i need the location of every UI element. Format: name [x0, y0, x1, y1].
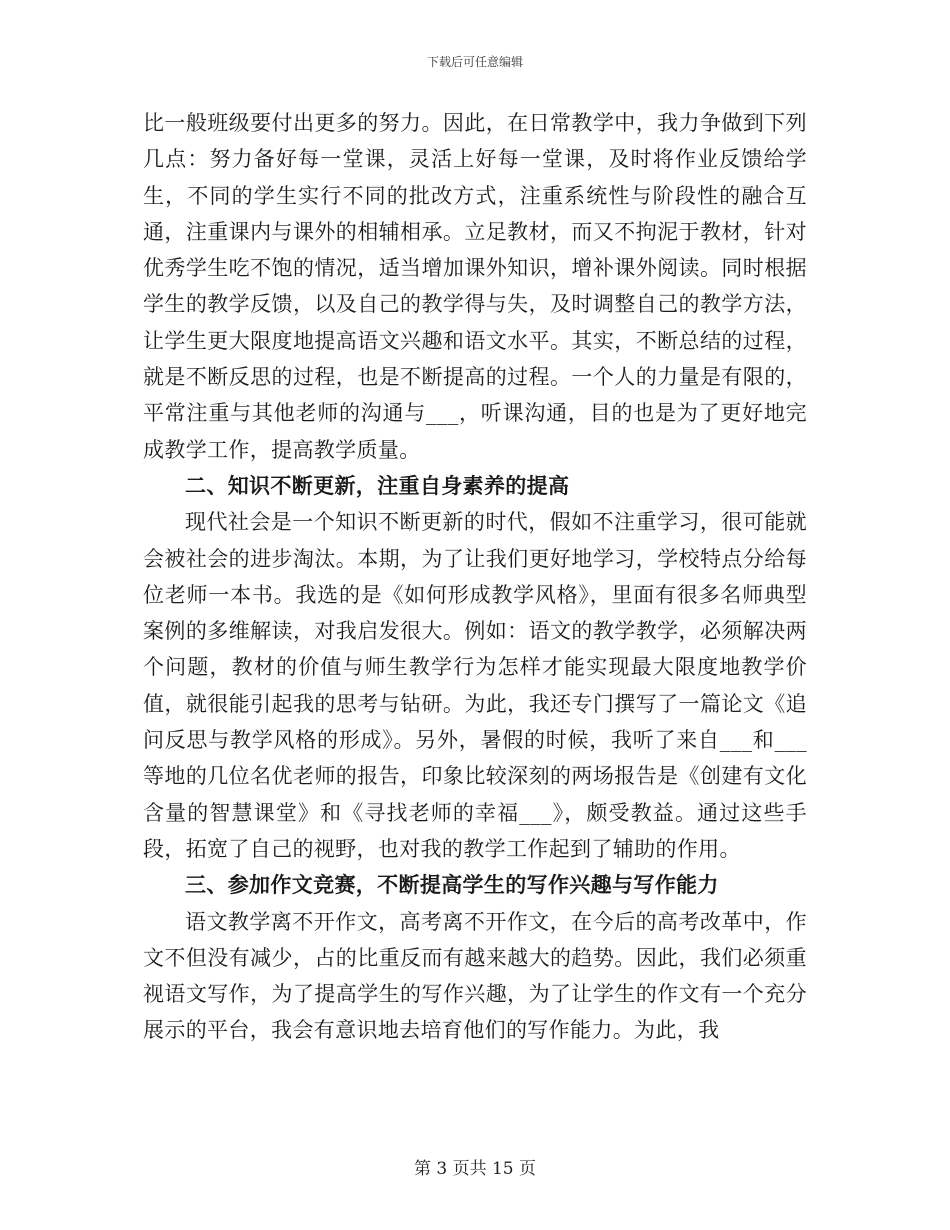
paragraph-section-3: 语文教学离不开作文，高考离不开作文，在今后的高考改革中，作文不但没有减少，占的比重反而有越来越大的趋势。因此，我们必须重视语文写作，为了提高学生的写作兴趣，为了让学生的作文有一个充分展示的平台，我会有意识地去培育他们的写作能力。为此，我: [143, 909, 807, 1043]
document-body: [143, 105, 807, 1049]
paragraph-continued: 比一般班级要付出更多的努力。因此，在日常教学中，我力争做到下列几点：努力备好每一堂课，灵活上好每一堂课，及时将作业反馈给学生，不同的学生实行不同的批改方式，注重系统性与阶段性的融合互通，注重课内与课外的相辅相承。立足教材，而又不拘泥于教材，针对优秀学生吃不饱的情况，适当增加课外知识，增补课外阅读。同时根据学生的教学反馈，以及自己的教学得与失，及时调整自己的教学方法，让学生更大限度地提高语文兴趣和语文水平。其实，不断总结的过程，就是不断反思的过程，也是不断提高的过程。一个人的力量是有限的，平常注重与其他老师的沟通与___，听课沟通，目的也是为了更好地完成教学工作，提高教学质量。: [143, 111, 807, 462]
section-heading-3: 三、参加作文竞赛，不断提高学生的写作兴趣与写作能力: [185, 872, 719, 898]
section-heading-2: 二、知识不断更新，注重自身素养的提高: [185, 472, 570, 498]
page-header: 下载后可任意编辑: [426, 55, 523, 69]
page-number-footer: 第 3 页共 15 页: [413, 1159, 537, 1179]
paragraph-section-2: 现代社会是一个知识不断更新的时代，假如不注重学习，很可能就会被社会的进步淘汰。本期，为了让我们更好地学习，学校特点分给每位老师一本书。我选的是《如何形成教学风格》，里面有很多名师典型案例的多维解读，对我启发很大。例如：语文的教学教学，必须解决两个问题，教材的价值与师生教学行为怎样才能实现最大限度地教学价值，就很能引起我的思考与钻研。为此，我还专门撰写了一篇论文《追问反思与教学风格的形成》。另外，暑假的时候，我听了来自___和___等地的几位名优老师的报告，印象比较深刻的两场报告是《创建有文化含量的智慧课堂》和《寻找老师的幸福___》，颇受教益。通过这些手段，拓宽了自己的视野，也对我的教学工作起到了辅助的作用。: [143, 510, 807, 861]
